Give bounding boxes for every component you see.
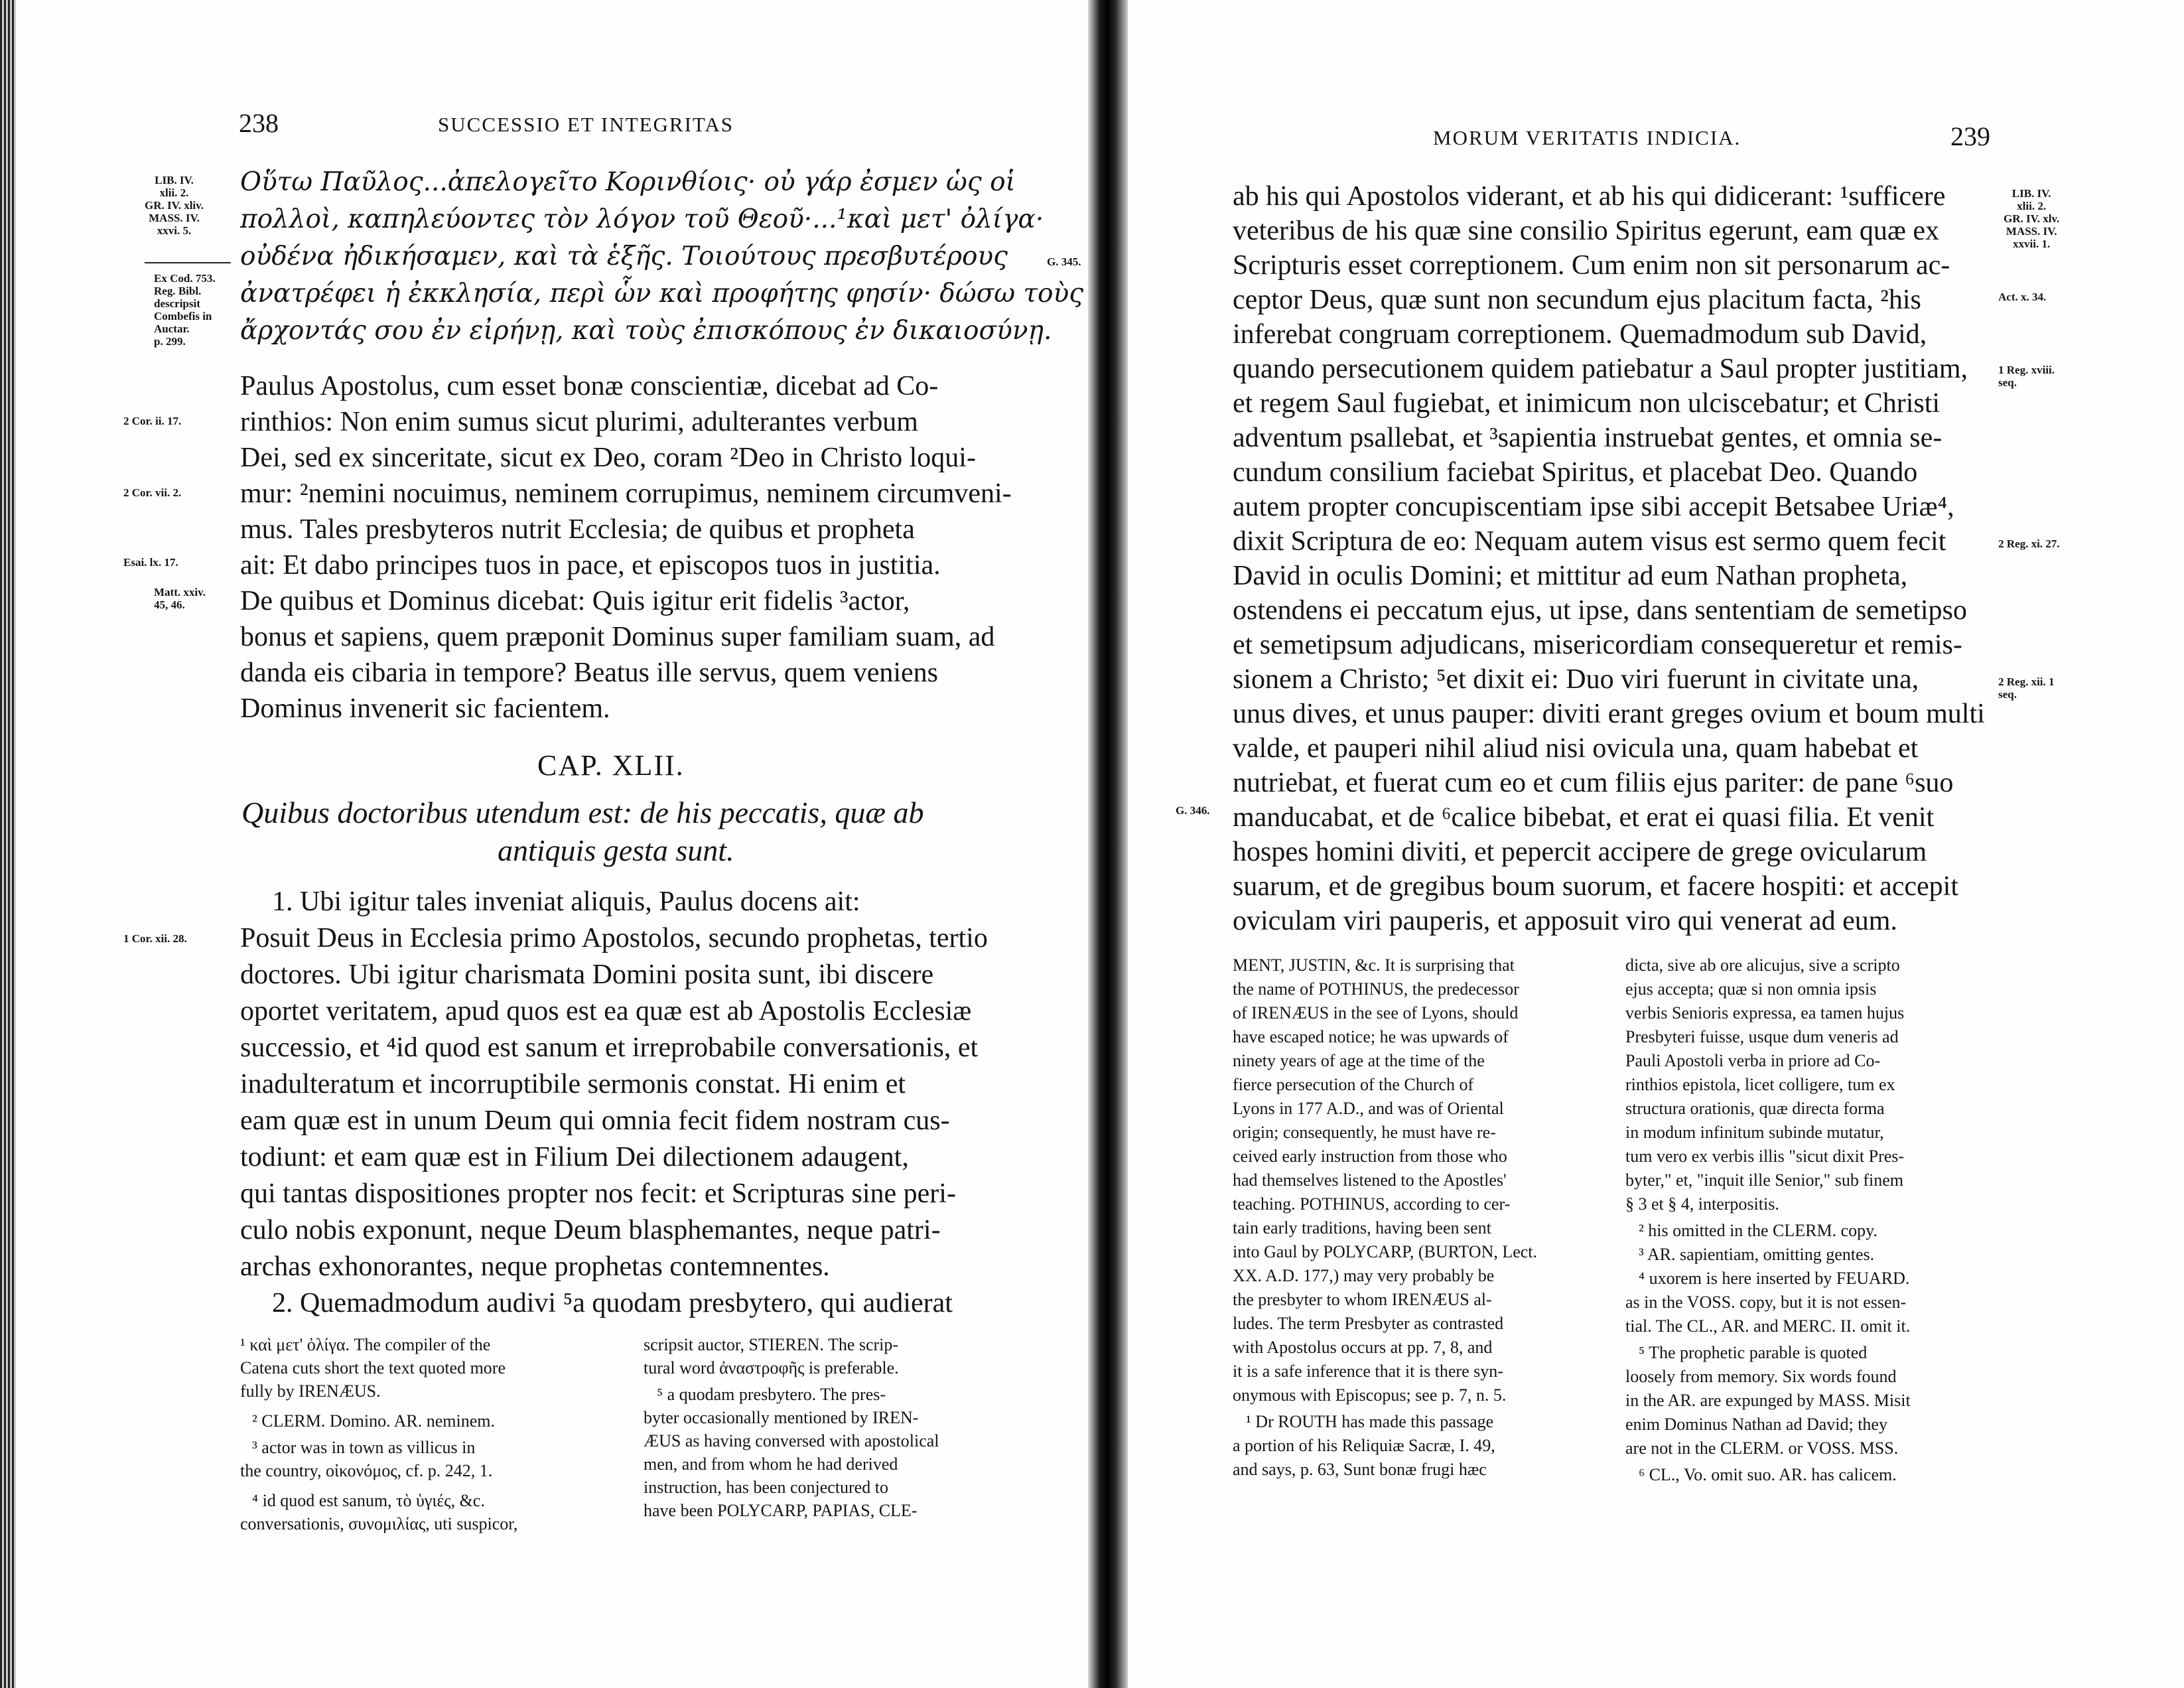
body-line: et regem Saul fugiebat, et inimicum non ulciscebatur; et Christi <box>1233 388 1941 419</box>
footnote-line: fully by IRENÆUS. <box>240 1381 381 1401</box>
body-line: eam quæ est in unum Deum qui omnia fecit fidem nostram cus- <box>240 1105 950 1136</box>
footnote-line: ¹ καὶ μετ' ὀλίγα. The compiler of the <box>240 1335 491 1354</box>
footnote-line: Presbyteri fuisse, usque dum veneris ad <box>1625 1027 1899 1046</box>
body-line: danda eis cibaria in tempore? Beatus ille servus, quem veniens <box>240 658 938 688</box>
footnote-line: ³ actor was in town as villicus in <box>252 1438 476 1457</box>
margin-note: G. 345. <box>1047 255 1081 268</box>
footnote-line: of IRENÆUS in the see of Lyons, should <box>1233 1003 1519 1022</box>
page-number-left: 238 <box>239 108 279 138</box>
margin-note: 2 Cor. vii. 2. <box>123 486 182 499</box>
body-line: ceptor Deus, quæ sunt non secundum ejus placitum facta, ²his <box>1233 285 1921 315</box>
body-line: culo nobis exponunt, neque Deum blasphemantes, neque patri- <box>240 1215 941 1245</box>
footnote-line: ÆUS as having conversed with apostolical <box>644 1431 939 1450</box>
margin-rule <box>145 262 231 263</box>
footnote-line: structura orationis, quæ directa forma <box>1625 1099 1885 1118</box>
running-title-left: SUCCESSIO ET INTEGRITAS <box>438 113 734 136</box>
body-line: unus dives, et unus pauper: diviti erant greges ovium et boum multi <box>1233 699 1985 729</box>
body-line: Scripturis esset correptionem. Cum enim non sit personarum ac- <box>1233 250 1950 281</box>
footnote-line: ⁴ id quod est sanum, τὸ ὑγιές, &c. <box>252 1491 485 1510</box>
body-line: autem propter concupiscentiam ipse sibi accepit Betsabee Uriæ⁴, <box>1233 492 1954 522</box>
margin-note: 1 Reg. xviii. seq. <box>1998 364 2055 389</box>
footnote-line: § 3 et § 4, interpositis. <box>1625 1194 1779 1214</box>
body-line: David in oculis Domini; et mittitur ad eum Nathan propheta, <box>1233 561 1908 591</box>
greek-line: ἀνατρέφει ἡ ἐκκλησία, περὶ ὧν καὶ προφήτης φησίν· δώσω τοὺς <box>240 279 1084 309</box>
book-gutter <box>1088 0 1128 1688</box>
footnote-line: ejus accepta; quæ si non omnia ipsis <box>1625 979 1877 999</box>
body-line: Posuit Deus in Ecclesia primo Apostolos, secundo prophetas, tertio <box>240 923 988 953</box>
body-line: et semetipsum adjudicans, misericordiam consequeretur et remis- <box>1233 630 1962 660</box>
footnote-line: ninety years of age at the time of the <box>1233 1051 1485 1070</box>
margin-note: Matt. xxiv. 45, 46. <box>154 586 206 611</box>
footnote-line: instruction, has been conjectured to <box>644 1478 888 1497</box>
margin-note: Esai. lx. 17. <box>123 556 178 569</box>
body-line: hospes homini diviti, et pepercit accipere de grege ovicularum <box>1233 837 1927 867</box>
footnote-line: into Gaul by POLYCARP, (BURTON, Lect. <box>1233 1242 1538 1261</box>
footnote-line: teaching. POTHINUS, according to cer- <box>1233 1194 1511 1214</box>
margin-note: Act. x. 34. <box>1998 291 2047 303</box>
body-line: ostendens ei peccatum ejus, ut ipse, dans sententiam de semetipso <box>1233 595 1967 626</box>
body-line: bonus et sapiens, quem præponit Dominus super familiam suam, ad <box>240 622 995 652</box>
footnote-line: tain early traditions, having been sent <box>1233 1218 1491 1237</box>
footnote-line: onymous with Episcopus; see p. 7, n. 5. <box>1233 1385 1507 1405</box>
body-line: inadulteratum et incorruptibile sermonis constat. Hi enim et <box>240 1069 906 1099</box>
footnote-line: verbis Senioris expressa, ea tamen hujus <box>1625 1003 1905 1022</box>
footnote-line: in modum infinitum subinde mutatur, <box>1625 1123 1884 1142</box>
footnote-line: tial. The CL., AR. and MERC. II. omit it. <box>1625 1316 1911 1336</box>
footnote-line: it is a safe inference that it is there syn- <box>1233 1362 1503 1381</box>
footnote-line: loosely from memory. Six words found <box>1625 1367 1897 1386</box>
body-line: nutriebat, et fuerat cum eo et cum filiis ejus pariter: de pane ⁶suo <box>1233 768 1954 798</box>
footnote-line: byter occasionally mentioned by IREN- <box>644 1408 919 1427</box>
footnote-line: conversationis, συνομιλίας, uti suspicor, <box>240 1514 518 1533</box>
footnote-line: the name of POTHINUS, the predecessor <box>1233 979 1519 999</box>
footnote-line: MENT, JUSTIN, &c. It is surprising that <box>1233 955 1515 975</box>
body-line: oviculam viri pauperis, et apposuit viro qui venerat ad eum. <box>1233 906 1897 936</box>
body-line: cundum consilium faciebat Spiritus, et placebat Deo. Quando <box>1233 457 1918 488</box>
body-line: valde, et pauperi nihil aliud nisi ovicula una, quam habebat et <box>1233 733 1919 764</box>
footnote-line: dicta, sive ab ore alicujus, sive a scripto <box>1625 955 1900 975</box>
footnote-line: origin; consequently, he must have re- <box>1233 1123 1496 1142</box>
body-line: inferebat congruam correptionem. Quemadmodum sub David, <box>1233 319 1927 350</box>
footnote-line: men, and from whom he had derived <box>644 1454 898 1474</box>
footnote-line: the presbyter to whom IRENÆUS al- <box>1233 1290 1492 1309</box>
footnote-line: and says, p. 63, Sunt bonæ frugi hæc <box>1233 1460 1487 1479</box>
footnote-line: ⁶ CL., Vo. omit suo. AR. has calicem. <box>1639 1465 1897 1484</box>
margin-note: LIB. IV. xlii. 2. GR. IV. xlv. MASS. IV. xxvii. 1. <box>2004 187 2060 250</box>
footnote-line: tum vero ex verbis illis "sicut dixit Pres- <box>1625 1147 1905 1166</box>
footnote-line: as in the VOSS. copy, but it is not essen- <box>1625 1293 1907 1312</box>
greek-line: πολλοὶ, καπηλεύοντες τὸν λόγον τοῦ Θεοῦ·...¹καὶ μετ' ὀλίγα· <box>240 204 1044 234</box>
body-line: todiunt: et eam quæ est in Filium Dei dilectionem adaugent, <box>240 1142 909 1172</box>
margin-note: LIB. IV. xlii. 2. GR. IV. xliv. MASS. IV. xxvi. 5. <box>145 174 204 237</box>
margin-note: 2 Reg. xi. 27. <box>1998 537 2060 550</box>
body-line: 2. Quemadmodum audivi ⁵a quodam presbytero, qui audierat <box>272 1288 953 1318</box>
body-line: rinthios: Non enim sumus sicut plurimi, adulterantes verbum <box>240 407 918 437</box>
body-line: ab his qui Apostolos viderant, et ab his qui didicerant: ¹sufficere <box>1233 181 1946 212</box>
footnote-line: tural word ἀναστροφῆς is preferable. <box>644 1358 899 1377</box>
book-edge <box>0 0 16 1688</box>
footnote-line: ² CLERM. Domino. AR. neminem. <box>252 1411 496 1431</box>
body-line: archas exhonorantes, neque prophetas contemnentes. <box>240 1251 830 1282</box>
body-line: ait: Et dabo principes tuos in pace, et episcopos tuos in justitia. <box>240 550 941 581</box>
chapter-heading: CAP. XLII. <box>537 749 685 782</box>
body-line: qui tantas dispositiones propter nos fecit: et Scripturas sine peri- <box>240 1178 956 1209</box>
footnote-line: enim Dominus Nathan ad David; they <box>1625 1415 1887 1434</box>
footnote-line: have been POLYCARP, PAPIAS, CLE- <box>644 1501 918 1520</box>
footnote-line: byter," et, "inquit ille Senior," sub finem <box>1625 1170 1903 1190</box>
margin-note: 2 Reg. xii. 1 seq. <box>1998 675 2055 701</box>
right-page <box>1128 0 2184 1688</box>
footnote-line: ⁴ uxorem is here inserted by FEUARD. <box>1639 1269 1910 1288</box>
footnote-line: ¹ Dr ROUTH has made this passage <box>1246 1412 1494 1431</box>
footnote-line: fierce persecution of the Church of <box>1233 1075 1474 1094</box>
footnote-line: have escaped notice; he was upwards of <box>1233 1027 1509 1046</box>
body-line: 1. Ubi igitur tales inveniat aliquis, Paulus docens ait: <box>272 886 860 917</box>
footnote-line: XX. A.D. 177,) may very probably be <box>1233 1266 1495 1285</box>
greek-line: Οὕτω Παῦλος...ἀπελογεῖτο Κορινθίοις· οὐ γάρ ἐσμεν ὡς οἱ <box>240 167 1016 197</box>
margin-note: G. 346. <box>1176 804 1210 817</box>
margin-note: 2 Cor. ii. 17. <box>123 415 182 427</box>
body-line: mus. Tales presbyteros nutrit Ecclesia; de quibus et propheta <box>240 514 915 545</box>
footnote-line: Pauli Apostoli verba in priore ad Co- <box>1625 1051 1881 1070</box>
footnote-line: ² his omitted in the CLERM. copy. <box>1639 1221 1877 1240</box>
footnote-line: in the AR. are expunged by MASS. Misit <box>1625 1391 1911 1410</box>
body-line: mur: ²nemini nocuimus, neminem corrupimus, neminem circumveni- <box>240 478 1012 509</box>
body-line: dixit Scriptura de eo: Nequam autem visus est sermo quem fecit <box>1233 526 1946 557</box>
body-line: manducabat, et de ⁶calice bibebat, et erat ei quasi filia. Et venit <box>1233 802 1935 833</box>
footnote-line: rinthios epistola, licet colligere, tum ex <box>1625 1075 1895 1094</box>
body-line: suarum, et de gregibus boum suorum, et facere hospiti: et accepit <box>1233 871 1958 902</box>
body-line: veteribus de his quæ sine consilio Spiritus egerunt, eam quæ ex <box>1233 216 1940 246</box>
page-number-right: 239 <box>1950 121 1990 151</box>
footnote-line: scripsit auctor, STIEREN. The scrip- <box>644 1335 899 1354</box>
footnote-line: ⁵ a quodam presbytero. The pres- <box>657 1385 886 1404</box>
body-line: doctores. Ubi igitur charismata Domini posita sunt, ibi discere <box>240 959 934 990</box>
footnote-line: ceived early instruction from those who <box>1233 1147 1507 1166</box>
greek-line: ἄρχοντάς σου ἐν εἰρήνῃ, καὶ τοὺς ἐπισκόπους ἐν δικαιοσύνῃ. <box>240 316 1052 346</box>
chapter-title: antiquis gesta sunt. <box>498 833 734 867</box>
body-line: oportet veritatem, apud quos est ea quæ est ab Apostolis Ecclesiæ <box>240 996 972 1026</box>
margin-note: Ex Cod. 753. Reg. Bibl. descripsit Combefis in Auctar. p. 299. <box>154 272 216 348</box>
footnote-line: ⁵ The prophetic parable is quoted <box>1639 1343 1868 1362</box>
left-page <box>0 0 1088 1688</box>
footnote-line: are not in the CLERM. or VOSS. MSS. <box>1625 1439 1899 1458</box>
running-title-right: MORUM VERITATIS INDICIA. <box>1433 126 1741 149</box>
footnote-line: Lyons in 177 A.D., and was of Oriental <box>1233 1099 1504 1118</box>
footnote-line: a portion of his Reliquiæ Sacræ, I. 49, <box>1233 1436 1495 1455</box>
footnote-line: the country, οἰκονόμος, cf. p. 242, 1. <box>240 1461 493 1480</box>
footnote-line: Catena cuts short the text quoted more <box>240 1358 506 1377</box>
body-line: Dominus invenerit sic facientem. <box>240 693 610 724</box>
body-line: successio, et ⁴id quod est sanum et irreprobabile conversationis, et <box>240 1032 979 1063</box>
body-line: quando persecutionem quidem patiebatur a Saul propter justitiam, <box>1233 354 1968 384</box>
greek-line: οὐδένα ἠδικήσαμεν, καὶ τὰ ἑξῆς. Τοιούτους πρεσβυτέρους <box>240 242 1008 271</box>
body-line: Dei, sed ex sinceritate, sicut ex Deo, coram ²Deo in Christo loqui- <box>240 443 976 473</box>
body-line: De quibus et Dominus dicebat: Quis igitur erit fidelis ³actor, <box>240 586 910 616</box>
footnote-line: ludes. The term Presbyter as contrasted <box>1233 1314 1504 1333</box>
body-line: adventum psallebat, et ³sapientia instruebat gentes, et omnia se- <box>1233 423 1943 453</box>
body-line: sionem a Christo; ⁵et dixit ei: Duo viri fuerunt in civitate una, <box>1233 664 1919 695</box>
margin-note: 1 Cor. xii. 28. <box>123 932 187 945</box>
footnote-line: with Apostolus occurs at pp. 7, 8, and <box>1233 1338 1493 1357</box>
footnote-line: ³ AR. sapientiam, omitting gentes. <box>1639 1245 1875 1264</box>
footnote-line: had themselves listened to the Apostles' <box>1233 1170 1507 1190</box>
chapter-title: Quibus doctoribus utendum est: de his peccatis, quæ ab <box>241 796 924 829</box>
body-line: Paulus Apostolus, cum esset bonæ conscientiæ, dicebat ad Co- <box>240 371 939 401</box>
